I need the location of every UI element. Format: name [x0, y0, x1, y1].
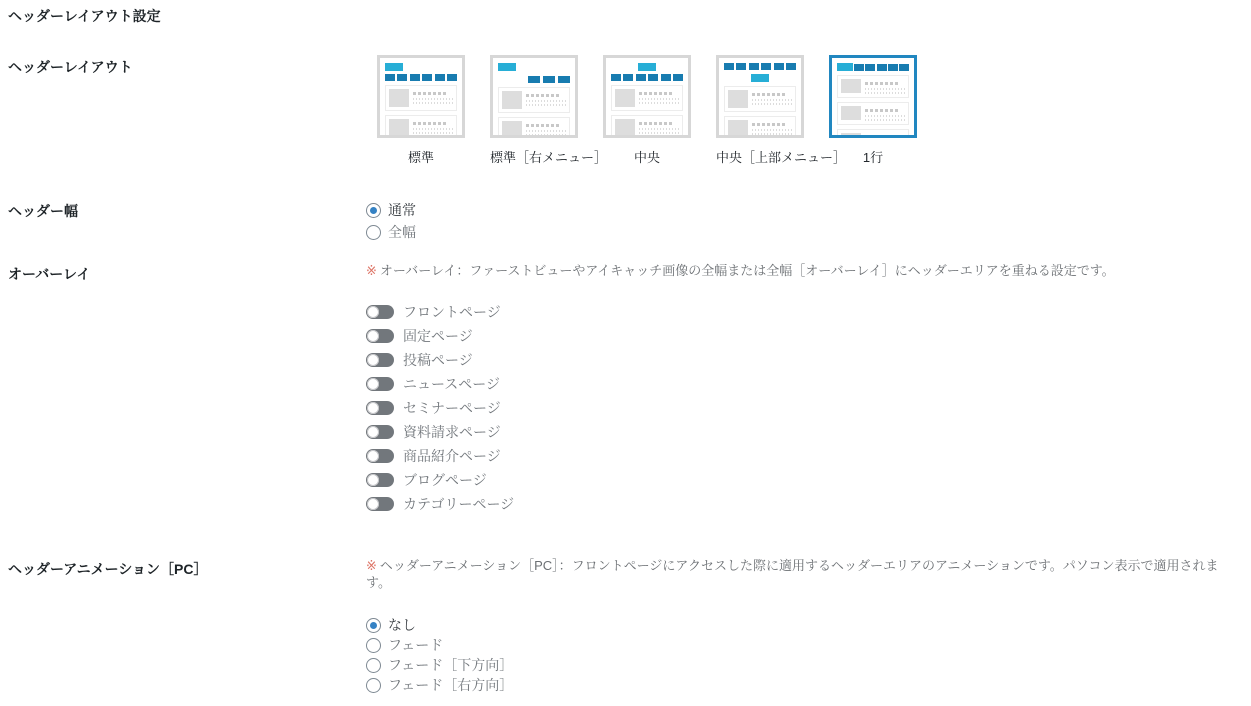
radio-button[interactable] [366, 678, 381, 693]
overlay-toggle-news-page[interactable] [366, 372, 1243, 396]
header-animation-description: ※ ヘッダーアニメーション［PC］：フロントページにアクセスした際に適用するヘッダーエリアのアニメーションです。パソコン表示で適用されます。 [366, 558, 1219, 590]
radio-label[interactable]: フェード［下方向］ [388, 657, 514, 673]
thumb-content-card [837, 129, 909, 138]
layout-option-standard[interactable] [377, 55, 465, 166]
layout-thumbnail [603, 55, 691, 138]
toggle-label[interactable]: セミナーページ [403, 400, 501, 416]
overlay-row [8, 262, 1243, 516]
layout-option-standard-right-menu[interactable] [490, 55, 608, 166]
overlay-toggle-seminar-page[interactable] [366, 396, 1243, 420]
toggle-label[interactable]: 固定ページ [403, 328, 473, 344]
toggle-label[interactable]: 商品紹介ページ [403, 448, 501, 464]
thumb-content-card [837, 102, 909, 125]
animation-option-fade-right[interactable] [366, 675, 1243, 695]
toggle-switch[interactable] [366, 497, 394, 511]
header-animation-row [8, 557, 1243, 695]
layout-option-caption: 1行 [862, 150, 884, 165]
header-width-row [8, 199, 1243, 243]
radio-label[interactable]: なし [388, 617, 416, 633]
layout-option-caption: 中央 [633, 150, 660, 165]
overlay-label: オーバーレイ [8, 266, 91, 282]
radio-label[interactable]: 通常 [388, 202, 416, 218]
radio-label[interactable]: 全幅 [388, 224, 416, 240]
header-animation-label: ヘッダーアニメーション［PC］ [8, 561, 208, 577]
toggle-switch[interactable] [366, 377, 394, 391]
thumb-content-card [498, 87, 570, 113]
header-layout-label: ヘッダーレイアウト [8, 59, 133, 75]
toggle-switch[interactable] [366, 449, 394, 463]
layout-option-caption: 標準 [407, 150, 434, 165]
toggle-switch[interactable] [366, 329, 394, 343]
layout-option-caption: 標準［右メニュー］ [490, 150, 608, 165]
thumb-menu-row [385, 74, 457, 81]
animation-option-fade-down[interactable] [366, 655, 1243, 675]
layout-thumbnail [716, 55, 804, 138]
layout-option-caption: 中央［上部メニュー］ [716, 150, 847, 165]
thumb-logo-block [638, 63, 656, 71]
thumb-menu-row [724, 63, 796, 70]
thumb-logo-block [385, 63, 403, 71]
toggle-switch[interactable] [366, 305, 394, 319]
toggle-label[interactable]: カテゴリーページ [403, 496, 515, 512]
thumb-content-card [724, 86, 796, 112]
thumb-content-card [385, 85, 457, 111]
toggle-label[interactable]: ニュースページ [403, 376, 501, 392]
thumb-content-card [837, 75, 909, 98]
layout-option-one-row[interactable] [829, 55, 917, 166]
radio-button[interactable] [366, 203, 381, 218]
thumb-content-card [385, 115, 457, 138]
thumb-logo-block [751, 74, 769, 82]
thumb-logo-block [498, 63, 516, 71]
overlay-toggle-product-page[interactable] [366, 444, 1243, 468]
toggle-switch[interactable] [366, 425, 394, 439]
radio-button[interactable] [366, 638, 381, 653]
toggle-label[interactable]: 投稿ページ [403, 352, 473, 368]
thumb-content-card [611, 115, 683, 138]
page-title: ヘッダーレイアウト設定 [8, 8, 161, 24]
layout-thumbnail [377, 55, 465, 138]
header-width-label: ヘッダー幅 [8, 203, 78, 219]
note-asterisk: ※ [366, 558, 377, 573]
overlay-description: ※ オーバーレイ：ファーストビューやアイキャッチ画像の全幅または全幅［オーバーレイ］にヘッダーエリアを重ねる設定です。 [366, 263, 1115, 278]
layout-option-center[interactable] [603, 55, 691, 166]
overlay-toggle-category-page[interactable] [366, 492, 1243, 516]
animation-option-fade[interactable] [366, 635, 1243, 655]
toggle-switch[interactable] [366, 401, 394, 415]
thumb-menu-row [837, 63, 909, 71]
radio-button[interactable] [366, 618, 381, 633]
overlay-toggle-list [366, 300, 1243, 516]
header-layout-options [377, 55, 1243, 166]
thumb-content-card [724, 116, 796, 138]
radio-label[interactable]: フェード [388, 637, 444, 653]
toggle-label[interactable]: ブログページ [403, 472, 487, 488]
overlay-toggle-request-page[interactable] [366, 420, 1243, 444]
overlay-toggle-fixed-page[interactable] [366, 324, 1243, 348]
radio-label[interactable]: フェード［右方向］ [388, 677, 514, 693]
radio-button[interactable] [366, 658, 381, 673]
toggle-label[interactable]: フロントページ [403, 304, 501, 320]
animation-option-none[interactable] [366, 615, 1243, 635]
header-animation-options [366, 615, 1243, 695]
header-layout-row [8, 55, 1243, 166]
header-width-option-full[interactable] [366, 221, 1243, 243]
layout-option-center-top-menu[interactable] [716, 55, 847, 166]
note-asterisk: ※ [366, 263, 377, 278]
thumb-content-card [498, 117, 570, 138]
overlay-toggle-post-page[interactable] [366, 348, 1243, 372]
thumb-logo-block [837, 63, 853, 71]
thumb-content-card [611, 85, 683, 111]
toggle-switch[interactable] [366, 473, 394, 487]
header-width-option-normal[interactable] [366, 199, 1243, 221]
toggle-switch[interactable] [366, 353, 394, 367]
radio-button[interactable] [366, 225, 381, 240]
toggle-label[interactable]: 資料請求ページ [403, 424, 501, 440]
layout-thumbnail [829, 55, 917, 138]
thumb-menu-row [611, 74, 683, 81]
overlay-toggle-front-page[interactable] [366, 300, 1243, 324]
overlay-toggle-blog-page[interactable] [366, 468, 1243, 492]
layout-thumbnail [490, 55, 578, 138]
thumb-menu-row [498, 76, 570, 83]
